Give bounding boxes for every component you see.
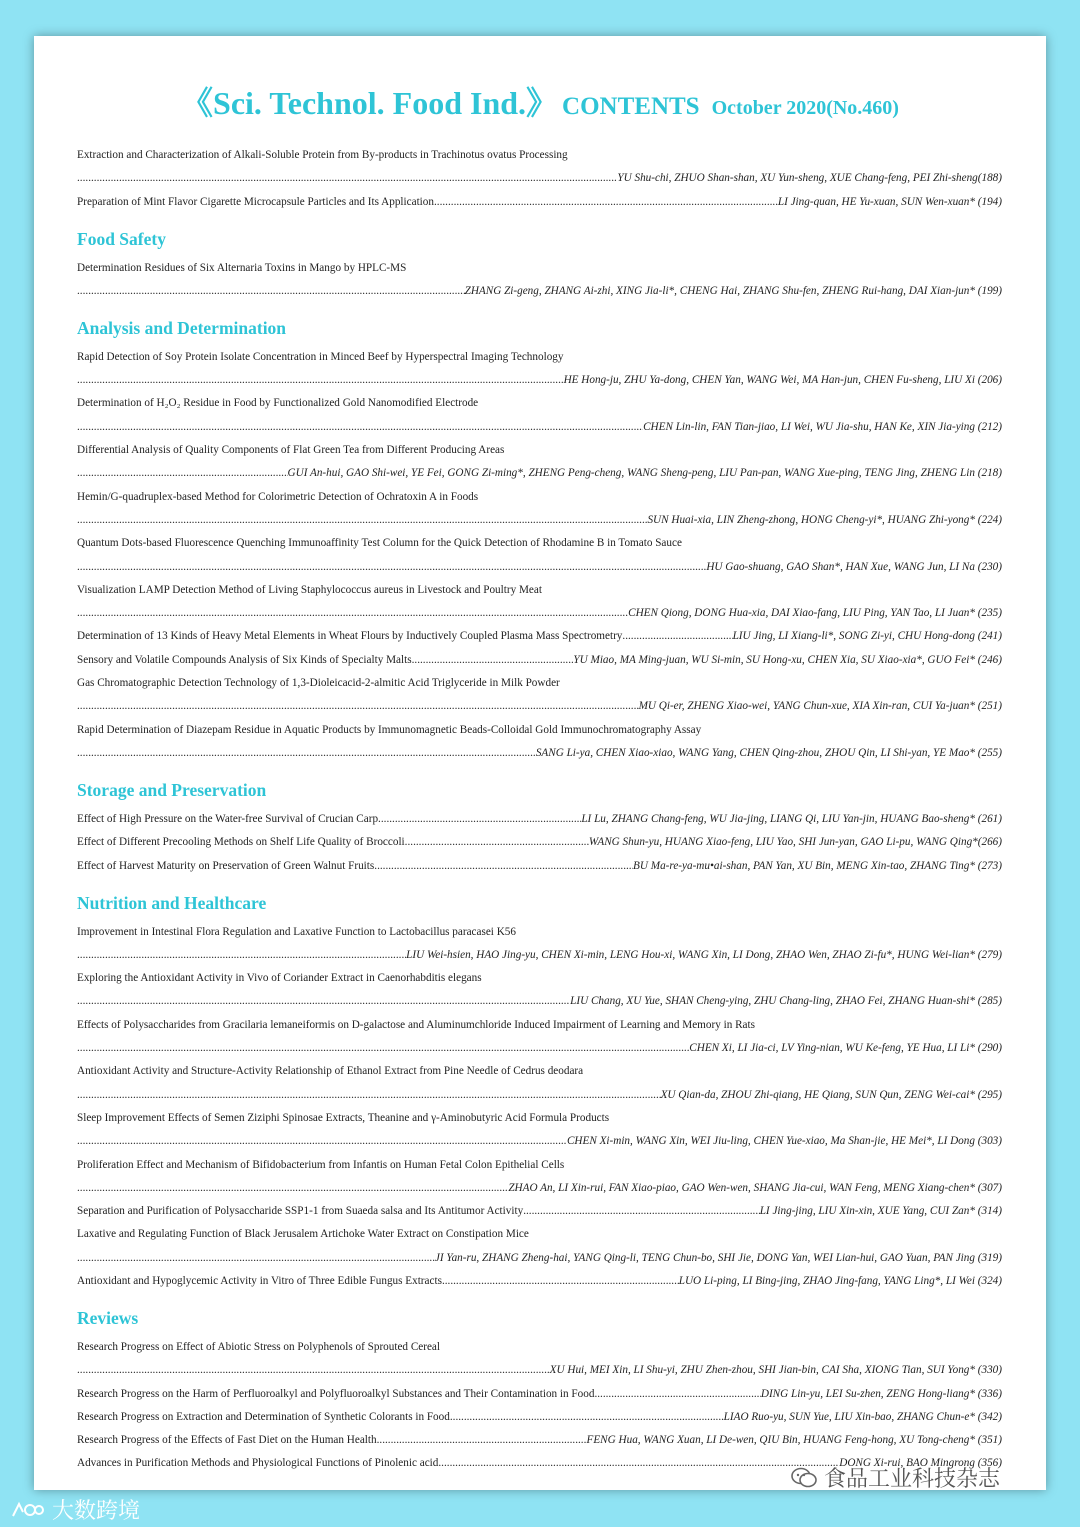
article-authors: LI Jing-jing, LIU Xin-xin, XUE Yang, CUI Zan* (314) — [759, 1205, 1002, 1218]
toc-entry-title-line — [77, 971, 1002, 985]
article-authors: LIU Jing, LI Xiang-li*, SONG Zi-yi, CHU Hong-dong (241) — [732, 630, 1002, 643]
toc-entry-title-line — [77, 1158, 1002, 1172]
article-authors: JI Yan-ru, ZHANG Zheng-hai, YANG Qing-li, TENG Chun-bo, SHI Jie, DONG Yan, WEI Lian-hui, GAO Yuan, PAN Jing (319) — [434, 1251, 1002, 1264]
toc-entry — [77, 195, 1002, 209]
article-title: Research Progress on Extraction and Determination of Synthetic Colorants in Food — [77, 1410, 450, 1423]
article-title: Exploring the Antioxidant Activity in Vivo of Coriander Extract in Caenorhabditis elegans — [77, 972, 482, 985]
toc-entry-title-line — [77, 536, 1002, 550]
toc-entry-line — [77, 1410, 1002, 1424]
toc-entry — [77, 812, 1002, 826]
toc-entry — [77, 1064, 1002, 1101]
dot-leader — [77, 1363, 550, 1377]
contents-label: CONTENTS — [562, 93, 700, 120]
article-title: Visualization LAMP Detection Method of Living Staphylococcus aureus in Livestock and Poultry Meat — [77, 583, 542, 596]
toc-entry-author-line — [77, 1363, 1002, 1377]
toc-entry-line — [77, 653, 1002, 667]
toc-entry-author-line — [77, 171, 1002, 185]
toc-entry-line — [77, 1204, 1002, 1218]
dot-leader — [77, 606, 628, 620]
dot-leader — [77, 171, 617, 185]
toc-entry-title-line — [77, 1064, 1002, 1078]
article-authors: LIU Chang, XU Yue, SHAN Cheng-ying, ZHU Chang-ling, ZHAO Fei, ZHANG Huan-shi* (285) — [570, 995, 1002, 1008]
toc-entry-author-line — [77, 1041, 1002, 1055]
toc-entry-line — [77, 1274, 1002, 1288]
dot-leader — [622, 629, 732, 643]
section-heading: Reviews — [77, 1307, 139, 1328]
watermark-right — [790, 1462, 1000, 1493]
section-heading: Food Safety — [77, 228, 166, 249]
toc-entry-author-line — [77, 994, 1002, 1008]
article-title: Quantum Dots-based Fluorescence Quenching Immunoaffinity Test Column for the Quick Detection of Rhodamine B in Tomato Sauce — [77, 537, 682, 550]
dot-leader — [77, 373, 564, 387]
article-title: Effect of Harvest Maturity on Preservation of Green Walnut Fruits — [77, 859, 375, 872]
article-authors: ZHAO An, LI Xin-rui, FAN Xiao-piao, GAO Wen-wen, SHANG Jia-cui, WAN Feng, MENG Xiang-chen* (307) — [508, 1181, 1002, 1194]
toc-entry-author-line — [77, 606, 1002, 620]
toc-entry-author-line — [77, 284, 1002, 298]
dot-leader — [594, 1387, 760, 1401]
toc-entry-author-line — [77, 513, 1002, 527]
toc-entry-line — [77, 859, 1002, 873]
contents-header — [34, 78, 1046, 124]
toc-entry — [77, 653, 1002, 667]
article-title: Advances in Purification Methods and Physiological Functions of Pinolenic acid — [77, 1457, 439, 1470]
dot-leader — [374, 859, 633, 873]
article-authors: LI Jing-quan, HE Yu-xuan, SUN Wen-xuan* (194) — [777, 195, 1002, 208]
dot-leader — [77, 284, 465, 298]
article-title: Research Progress of the Effects of Fast Diet on the Human Health — [77, 1434, 377, 1447]
article-authors: HU Gao-shuang, GAO Shan*, HAN Xue, WANG Jun, LI Na (230) — [706, 560, 1002, 573]
section-heading: Nutrition and Healthcare — [77, 892, 267, 913]
article-title: Sensory and Volatile Compounds Analysis of Six Kinds of Specialty Malts — [77, 653, 412, 666]
watermark-left-text: 大数跨境 — [52, 1499, 141, 1524]
article-title: Rapid Determination of Diazepam Residue in Aquatic Products by Immunomagnetic Beads-Colloidal Gold Immunochromatography Assay — [77, 723, 702, 736]
toc-entry-author-line — [77, 1251, 1002, 1265]
toc-entry-author-line — [77, 420, 1002, 434]
article-authors: YU Miao, MA Ming-juan, WU Si-min, SU Hong-xu, CHEN Xia, SU Xiao-xia*, GUO Fei* (246) — [573, 653, 1002, 666]
toc-entry — [77, 443, 1002, 480]
toc-entry-author-line — [77, 1088, 1002, 1102]
toc-entry-title-line — [77, 723, 1002, 737]
toc-entry — [77, 350, 1002, 387]
dot-leader — [77, 1251, 435, 1265]
article-authors: DING Lin-yu, LEI Su-zhen, ZENG Hong-liang* (336) — [760, 1387, 1002, 1400]
toc-entry — [77, 629, 1002, 643]
dot-leader — [438, 1456, 839, 1470]
article-title: Separation and Purification of Polysaccharide SSP1-1 from Suaeda salsa and Its Antitumor Activity — [77, 1205, 524, 1218]
article-title: Research Progress on Effect of Abiotic Stress on Polyphenols of Sprouted Cereal — [77, 1340, 441, 1353]
dot-leader — [77, 420, 643, 434]
watermark-right-text: 食品工业科技杂志 — [824, 1467, 1001, 1492]
toc-entry-title-line — [77, 1111, 1002, 1125]
toc-entry-title-line — [77, 350, 1002, 364]
toc-entry — [77, 859, 1002, 873]
article-title: Determination of 13 Kinds of Heavy Metal Elements in Wheat Flours by Inductively Coupled Plasma Mass Spectrometry — [77, 630, 623, 643]
dot-leader — [77, 1041, 689, 1055]
toc-entry — [77, 971, 1002, 1008]
toc-entry-title-line — [77, 676, 1002, 690]
toc-entry-author-line — [77, 466, 1002, 480]
toc-entry — [77, 925, 1002, 962]
toc-entry-line — [77, 1387, 1002, 1401]
toc-entry-title-line — [77, 1227, 1002, 1241]
toc-entry-author-line — [77, 746, 1002, 760]
article-authors: LUO Li-ping, LI Bing-jing, ZHAO Jing-fang, YANG Ling*, LI Wei (324) — [678, 1274, 1002, 1287]
toc-entry — [77, 835, 1002, 849]
dot-leader — [442, 1274, 679, 1288]
toc-entry-author-line — [77, 560, 1002, 574]
toc-entry — [77, 490, 1002, 527]
article-title: Determination of H₂O₂ Residue in Food by Functionalized Gold Nanomodified Electrode — [77, 397, 479, 410]
article-title: Differential Analysis of Quality Components of Flat Green Tea from Different Producing Areas — [77, 444, 505, 457]
toc-entry-title-line — [77, 261, 1002, 275]
article-title: Antioxidant and Hypoglycemic Activity in Vitro of Three Edible Fungus Extracts — [77, 1274, 442, 1287]
toc-entry-author-line — [77, 1134, 1002, 1148]
dot-leader — [77, 746, 536, 760]
article-authors: MU Qi-er, ZHENG Xiao-wei, YANG Chun-xue, XIA Xin-ran, CUI Ya-juan* (251) — [638, 700, 1002, 713]
article-title: Laxative and Regulating Function of Black Jerusalem Artichoke Water Extract on Constipation Mice — [77, 1228, 529, 1241]
toc-entry — [77, 536, 1002, 573]
toc-entry — [77, 1204, 1002, 1218]
toc-entry — [77, 261, 1002, 298]
toc-entry-line — [77, 812, 1002, 826]
toc-entry-author-line — [77, 1181, 1002, 1195]
toc-entry-author-line — [77, 699, 1002, 713]
article-authors: SANG Li-ya, CHEN Xiao-xiao, WANG Yang, CHEN Qing-zhou, ZHOU Qin, LI Shi-yan, YE Mao* (255) — [535, 746, 1002, 759]
dot-leader — [378, 812, 581, 826]
issue-date: October 2020(No.460) — [711, 97, 899, 119]
toc-entry-title-line — [77, 925, 1002, 939]
dot-leader — [77, 948, 406, 962]
toc-entry-line — [77, 835, 1002, 849]
dot-leader — [77, 1088, 661, 1102]
article-authors: CHEN Xi-min, WANG Xin, WEI Jiu-ling, CHEN Yue-xiao, Ma Shan-jie, HE Mei*, LI Dong (303) — [566, 1135, 1002, 1148]
watermark-left — [10, 1494, 140, 1525]
dot-leader — [77, 994, 570, 1008]
article-title: Effect of High Pressure on the Water-free Survival of Crucian Carp — [77, 812, 379, 825]
toc-entry-line — [77, 1433, 1002, 1447]
article-authors: LIU Wei-hsien, HAO Jing-yu, CHEN Xi-min, LENG Hou-xi, WANG Xin, LI Dong, ZHAO Wen, ZHAO Zi-fu*, HUNG Wei-lian* (279) — [406, 948, 1002, 961]
article-title: Improvement in Intestinal Flora Regulation and Laxative Function to Lactobacillus paracasei K56 — [77, 925, 516, 938]
article-authors: YU Shu-chi, ZHUO Shan-shan, XU Yun-sheng, XUE Chang-feng, PEI Zhi-sheng(188) — [617, 172, 1002, 185]
section-heading: Storage and Preservation — [77, 779, 267, 800]
article-authors: CHEN Xi, LI Jia-ci, LV Ying-nian, WU Ke-feng, YE Hua, LI Li* (290) — [689, 1042, 1002, 1055]
toc-entry-line — [77, 629, 1002, 643]
toc-entry — [77, 396, 1002, 433]
dot-leader — [450, 1410, 724, 1424]
dot-leader — [77, 1181, 508, 1195]
dot-leader — [77, 560, 706, 574]
toc-entry — [77, 583, 1002, 620]
toc-entry-title-line — [77, 443, 1002, 457]
toc-entry-title-line — [77, 1018, 1002, 1032]
contents-list — [77, 148, 1002, 1480]
toc-entry — [77, 1111, 1002, 1148]
article-title: Research Progress on the Harm of Perfluoroalkyl and Polyfluoroalkyl Substances and Their Contamination in Food — [77, 1387, 595, 1400]
wechat-icon — [790, 1466, 818, 1490]
toc-entry — [77, 1340, 1002, 1377]
article-authors: ZHANG Zi-geng, ZHANG Ai-zhi, XING Jia-li*, CHENG Hai, ZHANG Shu-fen, ZHENG Rui-hang, DAI Xian-jun* (199) — [464, 284, 1002, 297]
article-title: Antioxidant Activity and Structure-Activity Relationship of Ethanol Extract from Pine Needle of Cedrus deodara — [77, 1065, 584, 1078]
toc-entry-line — [77, 195, 1002, 209]
toc-entry — [77, 1410, 1002, 1424]
toc-entry-title-line — [77, 583, 1002, 597]
toc-entry — [77, 1433, 1002, 1447]
article-authors: FENG Hua, WANG Xuan, LI De-wen, QIU Bin, HUANG Feng-hong, XU Tong-cheng* (351) — [586, 1434, 1002, 1447]
dot-leader — [412, 653, 574, 667]
toc-entry — [77, 1387, 1002, 1401]
article-authors: CHEN Qiong, DONG Hua-xia, DAI Xiao-fang, LIU Ping, YAN Tao, LI Juan* (235) — [628, 607, 1002, 620]
toc-entry — [77, 1227, 1002, 1264]
toc-entry — [77, 676, 1002, 713]
toc-entry — [77, 148, 1002, 185]
dot-leader — [405, 835, 589, 849]
toc-entry-title-line — [77, 396, 1002, 410]
article-title: Preparation of Mint Flavor Cigarette Microcapsule Particles and Its Application — [77, 195, 434, 208]
article-authors: XU Hui, MEI Xin, LI Shu-yi, ZHU Zhen-zhou, SHI Jian-bin, CAI Sha, XIONG Tian, SUI Yong* (330) — [549, 1364, 1002, 1377]
dot-leader — [523, 1204, 760, 1218]
dot-leader — [77, 513, 647, 527]
article-title: Effects of Polysaccharides from Gracilaria lemaneiformis on D-galactose and Aluminumchloride Induced Impairment of Learning and Memory in Rats — [77, 1018, 755, 1031]
article-title: Sleep Improvement Effects of Semen Ziziphi Spinosae Extracts, Theanine and γ-Aminobutyric Acid Formula Products — [77, 1111, 610, 1124]
toc-entry-author-line — [77, 948, 1002, 962]
article-authors: GUI An-hui, GAO Shi-wei, YE Fei, GONG Zi-ming*, ZHENG Peng-cheng, WANG Sheng-peng, LIU Pan-pan, WANG Xue-ping, TENG Jing, ZHENG Lin (218) — [287, 467, 1002, 480]
article-authors: DONG Xi-rui, BAO Mingrong (356) — [839, 1457, 1002, 1470]
article-authors: LIAO Ruo-yu, SUN Yue, LIU Xin-bao, ZHANG Chun-e* (342) — [723, 1410, 1002, 1423]
article-title: Hemin/G-quadruplex-based Method for Colorimetric Detection of Ochratoxin A in Foods — [77, 490, 479, 503]
article-authors: LI Lu, ZHANG Chang-feng, WU Jia-jing, LIANG Qi, LIU Yan-jin, HUANG Bao-sheng* (261) — [581, 812, 1002, 825]
toc-entry-title-line — [77, 148, 1002, 162]
article-authors: XU Qian-da, ZHOU Zhi-qiang, HE Qiang, SUN Qun, ZENG Wei-cai* (295) — [660, 1088, 1002, 1101]
journal-page — [34, 36, 1046, 1490]
toc-entry-author-line — [77, 373, 1002, 387]
toc-entry — [77, 723, 1002, 760]
toc-entry — [77, 1018, 1002, 1055]
article-title: Extraction and Characterization of Alkali-Soluble Protein from By-products in Trachinotus ovatus Processing — [77, 149, 568, 161]
article-title: Gas Chromatographic Detection Technology of 1,3-Dioleicacid-2-almitic Acid Triglyceride in Milk Powder — [77, 677, 560, 690]
dot-leader — [77, 699, 639, 713]
brand-logo-icon — [10, 1500, 44, 1520]
article-title: Rapid Detection of Soy Protein Isolate Concentration in Minced Beef by Hyperspectral Imaging Technology — [77, 350, 564, 363]
article-title: Effect of Different Precooling Methods on Shelf Life Quality of Broccoli — [77, 836, 405, 849]
toc-entry — [77, 1158, 1002, 1195]
article-title: Proliferation Effect and Mechanism of Bifidobacterium from Infantis on Human Fetal Colon Epithelial Cells — [77, 1158, 565, 1171]
toc-entry-title-line — [77, 1340, 1002, 1354]
article-authors: HE Hong-ju, ZHU Ya-dong, CHEN Yan, WANG Wei, MA Han-jun, CHEN Fu-sheng, LIU Xi (206) — [563, 374, 1002, 387]
toc-entry-title-line — [77, 490, 1002, 504]
dot-leader — [434, 195, 778, 209]
article-authors: BU Ma-re-ya-mu•ai-shan, PAN Yan, XU Bin, MENG Xin-tao, ZHANG Ting* (273) — [633, 859, 1002, 872]
article-authors: SUN Huai-xia, LIN Zheng-zhong, HONG Cheng-yi*, HUANG Zhi-yong* (224) — [647, 513, 1002, 526]
article-authors: WANG Shun-yu, HUANG Xiao-feng, LIU Yao, SHI Jun-yan, GAO Li-pu, WANG Qing*(266) — [588, 836, 1002, 849]
journal-title: 《Sci. Technol. Food Ind.》 — [181, 85, 559, 121]
toc-entry — [77, 1274, 1002, 1288]
dot-leader — [77, 1134, 567, 1148]
section-heading: Analysis and Determination — [77, 317, 287, 338]
article-authors: CHEN Lin-lin, FAN Tian-jiao, LI Wei, WU Jia-shu, HAN Ke, XIN Jia-ying (212) — [643, 420, 1002, 433]
dot-leader — [377, 1433, 587, 1447]
dot-leader — [77, 466, 288, 480]
article-title: Determination Residues of Six Alternaria Toxins in Mango by HPLC-MS — [77, 261, 407, 274]
